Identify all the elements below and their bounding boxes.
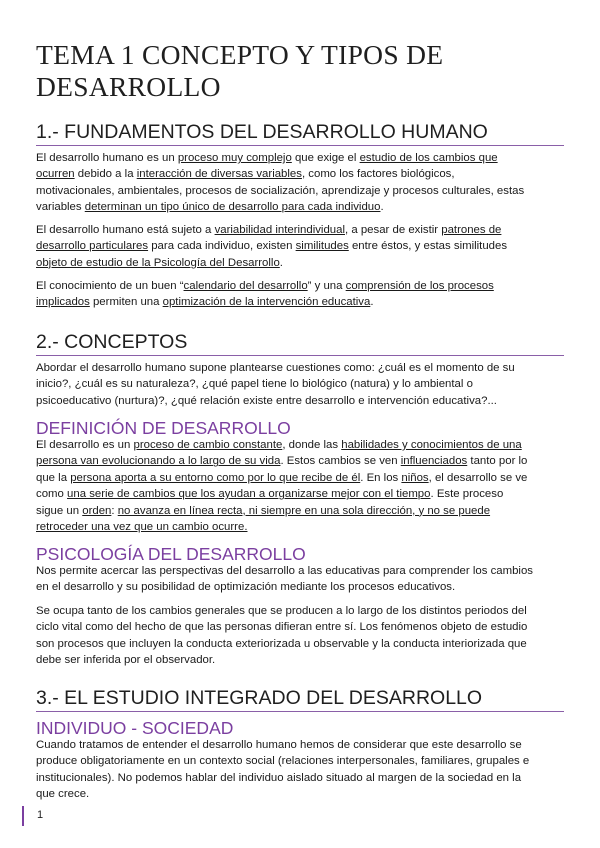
section-1-heading: 1.- FUNDAMENTOS DEL DESARROLLO HUMANO xyxy=(36,120,564,146)
subsection-individuo-sociedad-paragraph: Cuando tratamos de entender el desarrollo humano hemos de considerar que este desarrollo se produce obligatoriamente en un contexto social (relaciones interpersonales, familiares, grupales e institucionales). No podemos hablar del individuo aislado situado al margen de la sociedad en la que crece. xyxy=(36,739,530,801)
subsection-psicologia-heading: PSICOLOGÍA DEL DESARROLLO xyxy=(36,544,306,564)
document-title xyxy=(36,39,564,103)
document-title-line-2: DESARROLLO xyxy=(36,71,221,102)
subsection-definicion-heading: DEFINICIÓN DE DESARROLLO xyxy=(36,418,291,438)
document-title-line-1: TEMA 1 CONCEPTO Y TIPOS DE xyxy=(36,39,444,70)
section-2-intro-paragraph: Abordar el desarrollo humano supone plantearse cuestiones como: ¿cuál es el momento de su inicio?, ¿cuál es su naturaleza?, ¿qué papel tiene lo biológico (natura) y lo ambiental o psicoeducativo (nurtura)?, ¿qué relación existe entre desarrollo e intervención educativa?... xyxy=(36,362,515,407)
section-1-paragraph-3: El conocimiento de un buen “calendario del desarrollo” y una comprensión de los procesos implicados permiten una optimización de la intervención educativa. xyxy=(36,280,494,309)
subsection-psicologia-paragraph-2: Se ocupa tanto de los cambios generales que se producen a lo largo de los distintos periodos del ciclo vital como del hecho de que las personas difieran entre sí. Los fenómenos objeto de estudio son procesos que incluyen la conducta exteriorizada u observable y la conducta interiorizada que debe ser inferida por el observador. xyxy=(36,605,528,667)
footer-accent-bar xyxy=(22,806,24,826)
section-3-heading: 3.- EL ESTUDIO INTEGRADO DEL DESARROLLO xyxy=(36,686,564,712)
page-number: 1 xyxy=(37,809,44,821)
subsection-psicologia-paragraph-1: Nos permite acercar las perspectivas del desarrollo a las educativas para comprender los cambios en el desarrollo y su posibilidad de optimización mediante los procesos educativos. xyxy=(36,565,533,594)
section-1-paragraph-1: El desarrollo humano es un proceso muy complejo que exige el estudio de los cambios que ocurren debido a la interacción de diversas variables, como los factores biológicos, motivacionales, ambientales, procesos de socialización, aprendizaje y procesos culturales, estas variables determinan un tipo único de desarrollo para cada individuo. xyxy=(36,152,525,214)
subsection-individuo-sociedad-heading: INDIVIDUO - SOCIEDAD xyxy=(36,718,234,738)
subsection-definicion-paragraph: El desarrollo es un proceso de cambio constante, donde las habilidades y conocimientos de una persona van evolucionando a lo largo de su vida. Estos cambios se ven influenciados tanto por lo que la persona aporta a su entorno como por lo que recibe de él. En los niños, el desarrollo se ve como una serie de cambios que los ayudan a organizarse mejor con el tiempo. Este proceso sigue un orden: no avanza en línea recta, ni siempre en una sola dirección, y no se puede retroceder una vez que un cambio ocurre. xyxy=(36,439,528,534)
section-1-paragraph-2: El desarrollo humano está sujeto a variabilidad interindividual, a pesar de existir patrones de desarrollo particulares para cada individuo, existen similitudes entre éstos, y estas similitudes objeto de estudio de la Psicología del Desarrollo. xyxy=(36,224,508,269)
section-2-heading: 2.- CONCEPTOS xyxy=(36,330,564,356)
